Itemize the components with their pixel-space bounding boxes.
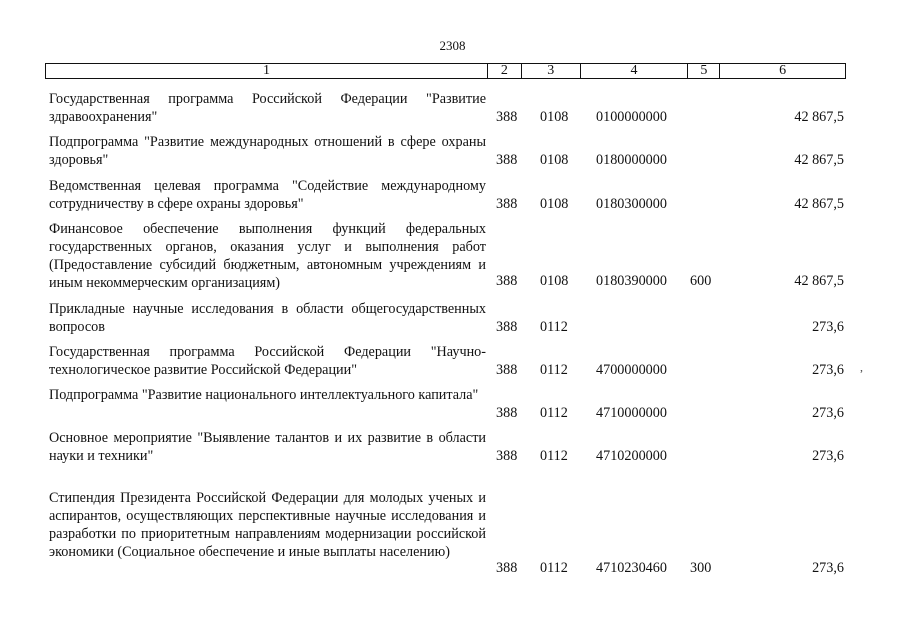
row-csr: 4710230460: [596, 560, 667, 576]
header-col-6: 6: [779, 63, 787, 78]
header-col-2: 2: [488, 64, 522, 78]
row-name: Подпрограмма "Развитие международных отношений в сфере охраны здоровья": [49, 134, 486, 168]
header-col-5: 5: [688, 64, 720, 78]
row-ved: 388: [496, 560, 518, 576]
row-ved: 388: [496, 362, 518, 378]
row-ved: 388: [496, 109, 518, 125]
row-sum: 42 867,5: [794, 273, 844, 289]
row-csr: 0180390000: [596, 273, 667, 289]
row-razdel: 0108: [540, 273, 569, 289]
row-razdel: 0112: [540, 405, 568, 421]
row-csr: 4700000000: [596, 362, 667, 378]
row-sum: 273,6: [812, 448, 844, 464]
row-razdel: 0108: [540, 196, 569, 212]
row-razdel: 0108: [540, 109, 569, 125]
row-sum: 273,6: [812, 319, 844, 335]
header-col-1: 1: [46, 64, 488, 78]
row-razdel: 0112: [540, 448, 568, 464]
row-ved: 388: [496, 196, 518, 212]
row-name: Прикладные научные исследования в области общегосударственных вопросов: [49, 301, 486, 335]
stray-mark: ,: [860, 360, 863, 374]
row-razdel: 0112: [540, 362, 568, 378]
row-ved: 388: [496, 448, 518, 464]
row-vr: 300: [690, 560, 712, 576]
row-ved: 388: [496, 152, 518, 168]
row-csr: 0180000000: [596, 152, 667, 168]
row-sum: 273,6: [812, 405, 844, 421]
row-sum: 273,6: [812, 362, 844, 378]
page-number: 2308: [439, 38, 466, 53]
row-sum: 273,6: [812, 560, 844, 576]
row-razdel: 0112: [540, 560, 568, 576]
row-name: Государственная программа Российской Федерации "Развитие здравоохранения": [49, 91, 486, 125]
row-ved: 388: [496, 405, 518, 421]
row-name: Основное мероприятие "Выявление талантов и их развитие в области науки и техники": [49, 430, 486, 464]
row-name: Финансовое обеспечение выполнения функций федеральных государственных органов, оказания услуг и выполнения работ (Предоставление субсидий бюджетным, автономным учреждениям и иным некоммерческим организациям): [49, 221, 486, 291]
row-razdel: 0108: [540, 152, 569, 168]
row-ved: 388: [496, 319, 518, 335]
row-name: Государственная программа Российской Федерации "Научно-технологическое развитие Российской Федерации": [49, 344, 486, 378]
row-sum: 42 867,5: [794, 109, 844, 125]
row-sum: 42 867,5: [794, 152, 844, 168]
row-csr: 0100000000: [596, 109, 667, 125]
row-sum: 42 867,5: [794, 196, 844, 212]
row-csr: 4710000000: [596, 405, 667, 421]
row-razdel: 0112: [540, 319, 568, 335]
row-csr: 0180300000: [596, 196, 667, 212]
header-col-4: 4: [581, 64, 689, 78]
row-vr: 600: [690, 273, 712, 289]
header-col-3: 3: [522, 64, 581, 78]
row-ved: 388: [496, 273, 518, 289]
row-name: Стипендия Президента Российской Федерации для молодых ученых и аспирантов, осуществляющих перспективные научные исследования и разработки по приоритетным направлениям модернизации российской экономики (Социальное обеспечение и иные выплаты населению): [49, 490, 486, 560]
row-name: Ведомственная целевая программа "Содействие международному сотрудничеству в сфере охраны здоровья": [49, 178, 486, 212]
row-csr: 4710200000: [596, 448, 667, 464]
row-name: Подпрограмма "Развитие национального интеллектуального капитала": [49, 387, 479, 403]
